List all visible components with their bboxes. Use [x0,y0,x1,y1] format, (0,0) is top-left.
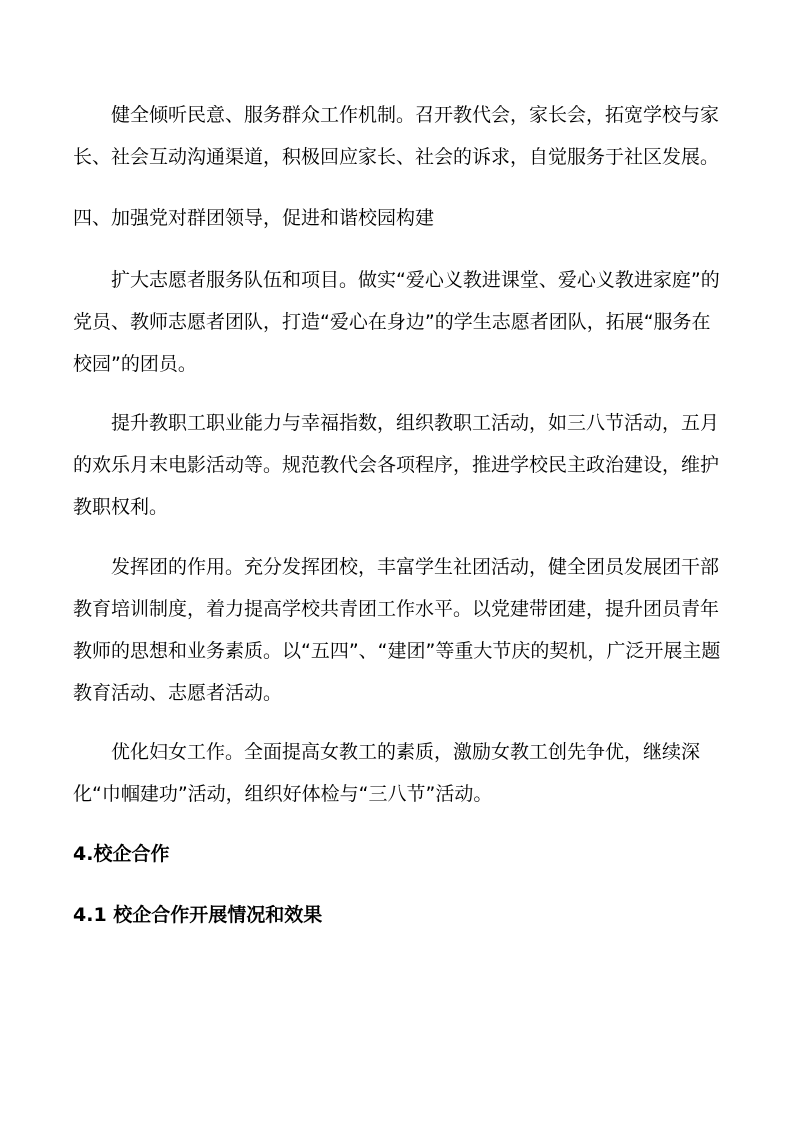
paragraph-women-work: 优化妇女工作。全面提高女教工的素质，激励女教工创先争优，继续深化“巾帼建功”活动，组织好体检与“三八节”活动。 [73,741,701,805]
section-heading-four: 四、加强党对群团领导，促进和谐校园构建 [73,207,435,229]
paragraph-youth-league: 发挥团的作用。充分发挥团校，丰富学生社团活动，健全团员发展团干部教育培训制度，着力提高学校共青团工作水平。以党建带团建，提升团员青年教师的思想和业务素质。以“五四”、“建团”等重大节庆的契机，广泛开展主题教育活动、志愿者活动。 [73,556,721,704]
section-heading-4-1: 4.1 校企合作开展情况和效果 [73,904,323,926]
paragraph-volunteer-service: 扩大志愿者服务队伍和项目。做实“爱心义教进课堂、爱心义教进家庭”的党员、教师志愿者团队，打造“爱心在身边”的学生志愿者团队，拓展“服务在校园”的团员。 [73,269,720,375]
paragraph-public-opinion: 健全倾听民意、服务群众工作机制。召开教代会，家长会，拓宽学校与家长、社会互动沟通渠道，积极回应家长、社会的诉求，自觉服务于社区发展。 [73,104,720,168]
section-heading-4: 4.校企合作 [73,843,170,865]
paragraph-staff-wellbeing: 提升教职工职业能力与幸福指数，组织教职工活动，如三八节活动，五月的欢乐月末电影活动等。规范教代会各项程序，推进学校民主政治建设，维护教职权利。 [73,412,720,518]
